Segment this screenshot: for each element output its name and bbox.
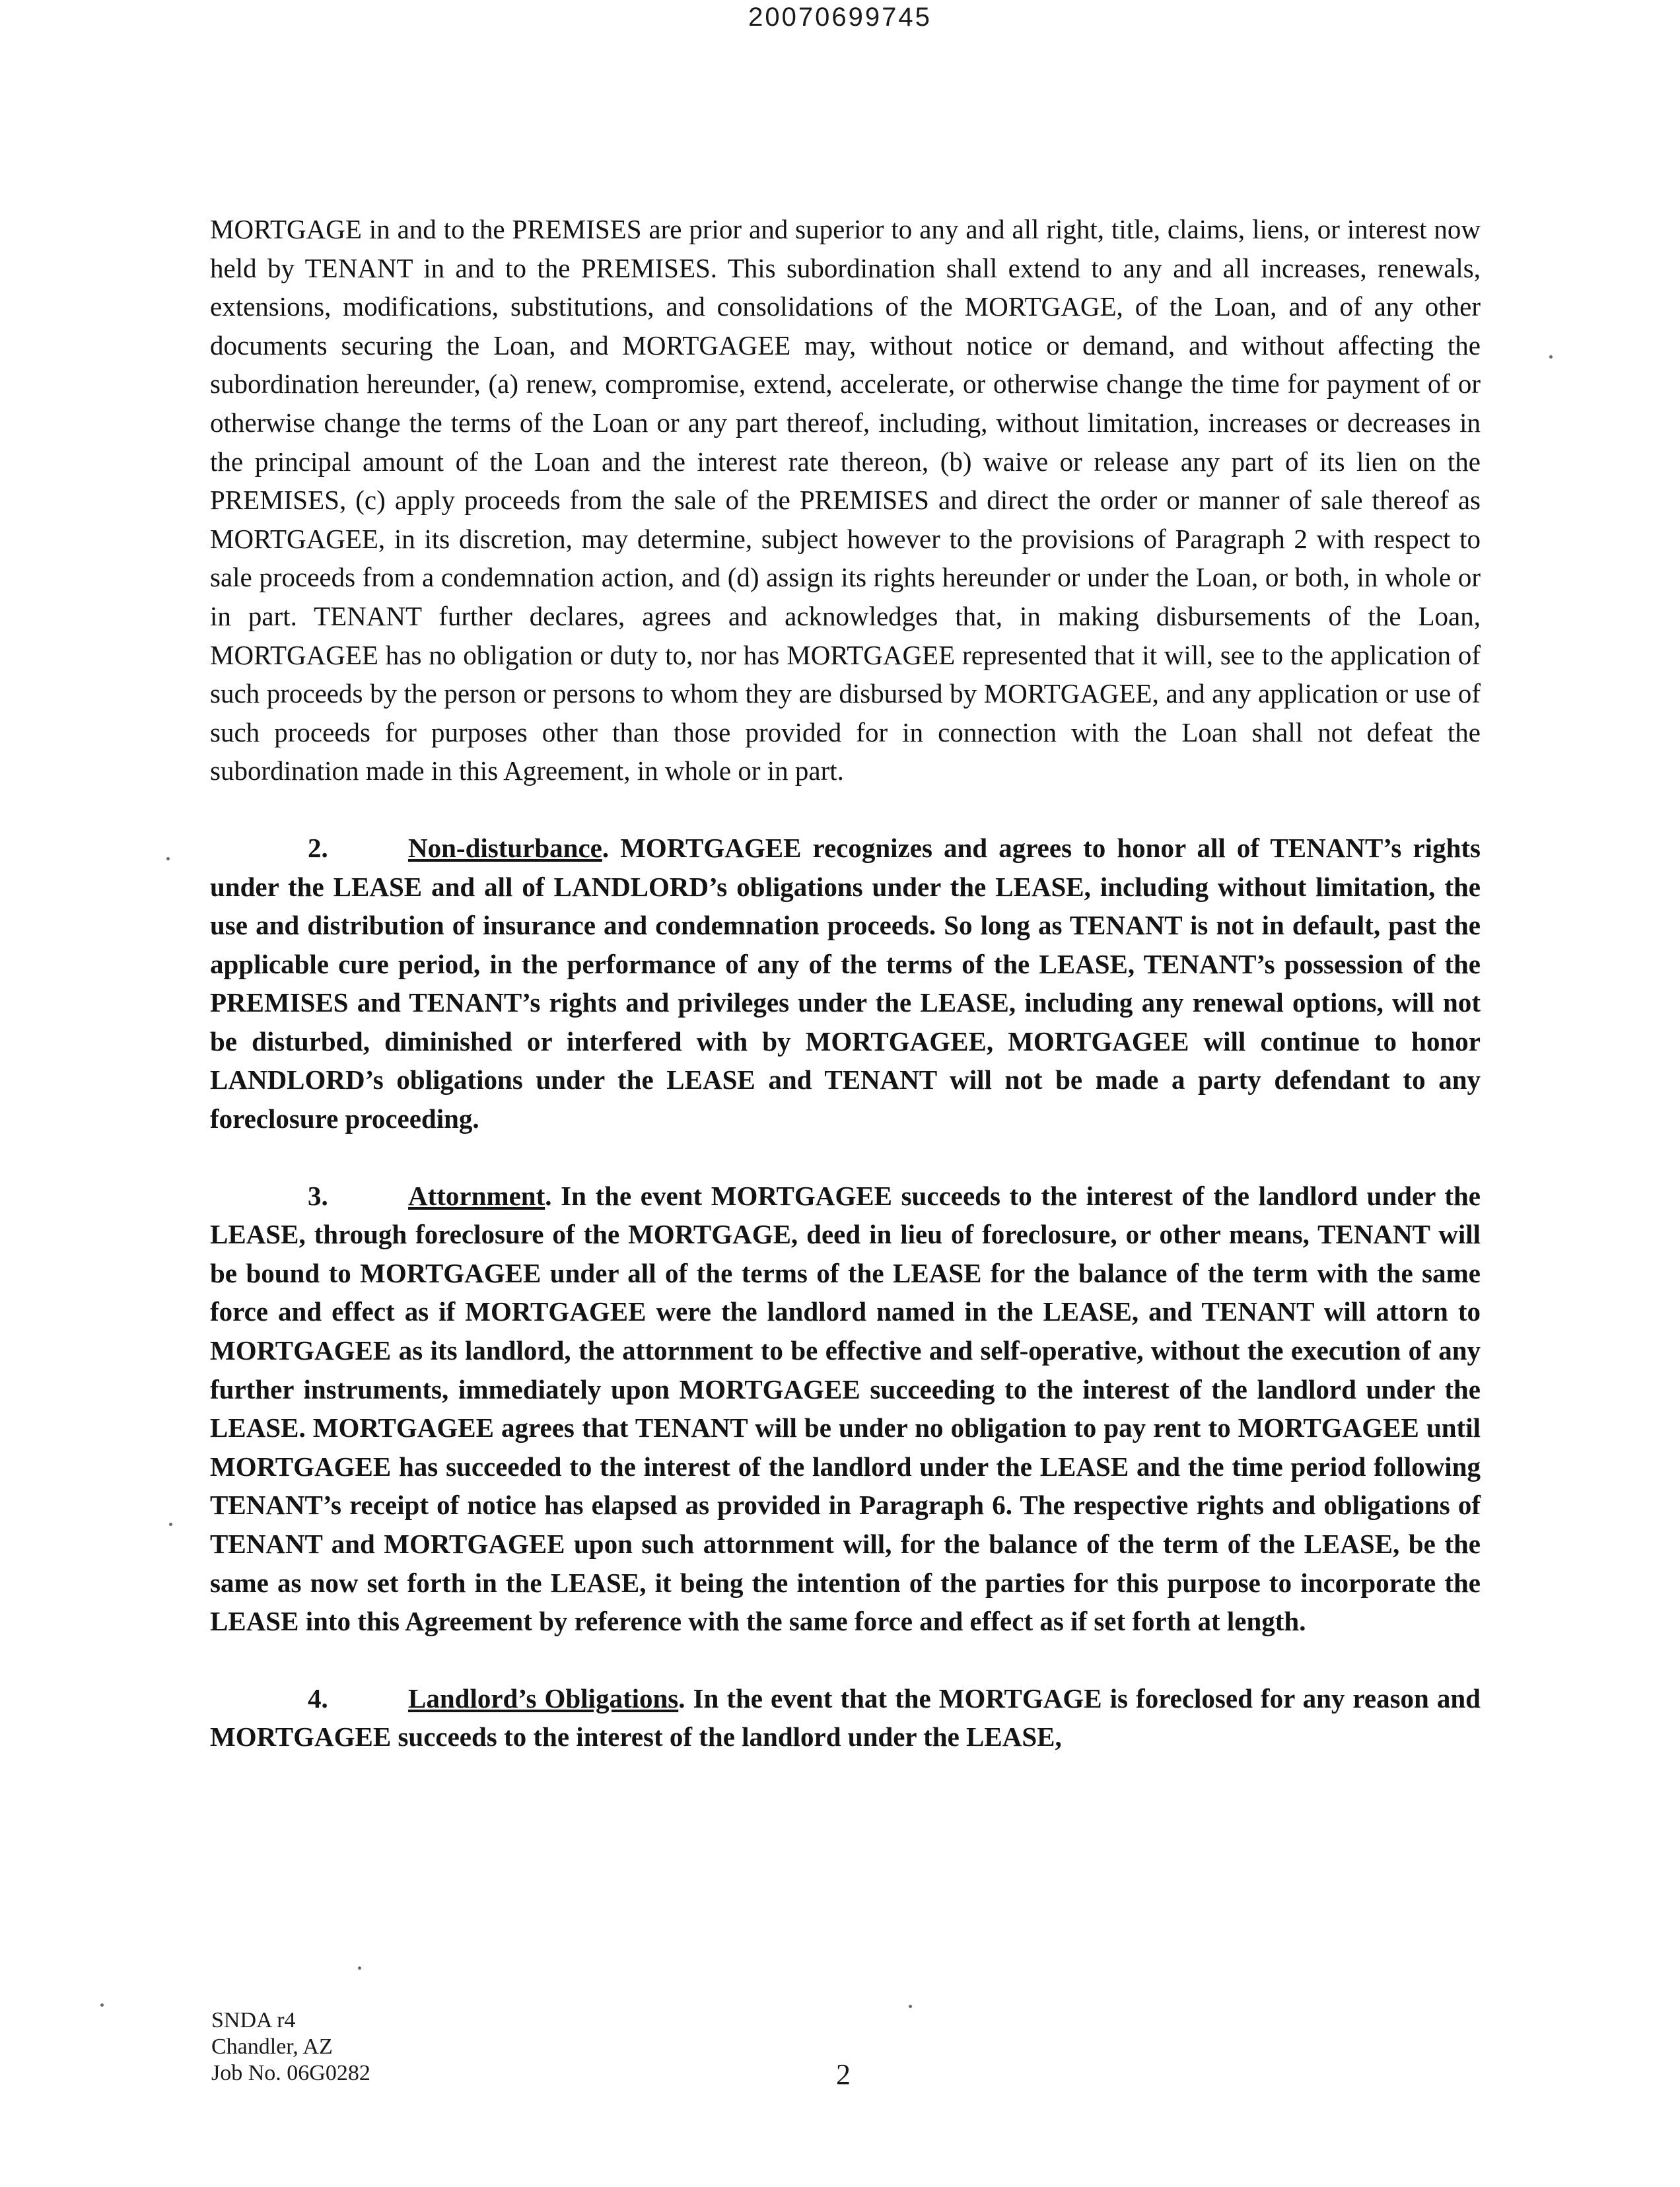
section-text: . In the event MORTGAGEE succeeds to the interest of the landlord under the LEASE, through foreclosure of the MORTGAGE, deed in lieu of foreclosure, or other means, TENANT will be bound to MORTGAGEE under all of the terms of the LEASE for the balance of the term with the same force and effect as if MORTGAGEE were the landlord named in the LEASE, and TENANT will attorn to MORTGAGEE as its landlord, the attornment to be effective and self-operative, without the execution of any further instruments, immediately upon MORTGAGEE succeeding to the interest of the landlord under the LEASE. MORTGAGEE agrees that TENANT will be under no obligation to pay rent to MORTGAGEE until MORTGAGEE has succeeded to the interest of the landlord under the LEASE and the time period following TENANT’s receipt of notice has elapsed as provided in Paragraph 6. The respective rights and obligations of TENANT and MORTGAGEE upon such attornment will, for the balance of the term of the LEASE, be the same as now set forth in the LEASE, it being the intention of the parties for this purpose to incorporate the LEASE into this Agreement by reference with the same force and effect as if set forth at length. [210,1180,1481,1637]
document-number: 20070699745 [748,3,932,32]
section-number: 2. [308,832,328,863]
section-non-disturbance [210,829,1481,1138]
page-number: 2 [836,2058,851,2091]
section-heading: Non-disturbance [408,832,602,863]
footer-line-snda: SNDA r4 [211,2008,296,2032]
scan-speck [166,857,170,860]
footer-line-job-number: Job No. 06G0282 [211,2061,370,2085]
intro-paragraph: MORTGAGE in and to the PREMISES are prior and superior to any and all right, title, claims, liens, or interest now held by TENANT in and to the PREMISES. This subordination shall extend to any and all increases, renewals, extensions, modifications, substitutions, and consolidations of the MORTGAGE, of the Loan, and of any other documents securing the Loan, and MORTGAGEE may, without notice or demand, and without affecting the subordination hereunder, (a) renew, compromise, extend, accelerate, or otherwise change the time for payment of or otherwise change the terms of the Loan or any part thereof, including, without limitation, increases or decreases in the principal amount of the Loan and the interest rate thereon, (b) waive or release any part of its lien on the PREMISES, (c) apply proceeds from the sale of the PREMISES and direct the order or manner of sale thereof as MORTGAGEE, in its discretion, may determine, subject however to the provisions of Paragraph 2 with respect to sale proceeds from a condemnation action, and (d) assign its rights hereunder or under the Loan, or both, in whole or in part. TENANT further declares, agrees and acknowledges that, in making disbursements of the Loan, MORTGAGEE has no obligation or duty to, nor has MORTGAGEE represented that it will, see to the application of such proceeds by the person or persons to whom they are disbursed by MORTGAGEE, and any application or use of such proceeds for purposes other than those provided for in connection with the Loan shall not defeat the subordination made in this Agreement, in whole or in part. [210,214,1481,786]
footer-info [211,2007,370,2087]
scan-speck [358,1966,361,1970]
section-number: 4. [308,1683,328,1714]
section-attornment [210,1177,1481,1641]
scan-speck [1549,355,1553,359]
footer-line-location: Chandler, AZ [211,2034,333,2059]
section-heading: Attornment [408,1180,545,1211]
section-text: . MORTGAGEE recognizes and agrees to honor all of TENANT’s rights under the LEASE and all of LANDLORD’s obligations under the LEASE, including without limitation, the use and distribution of insurance and condemnation proceeds. So long as TENANT is not in default, past the applicable cure period, in the performance of any of the terms of the LEASE, TENANT’s possession of the PREMISES and TENANT’s rights and privileges under the LEASE, including any renewal options, will not be disturbed, diminished or interfered with by MORTGAGEE, MORTGAGEE will continue to honor LANDLORD’s obligations under the LEASE and TENANT will not be made a party defendant to any foreclosure proceeding. [210,832,1481,1134]
document-body [210,210,1481,1795]
section-text: . In the event that the MORTGAGE is foreclosed for any reason and MORTGAGEE succeeds to the interest of the landlord under the LEASE, [210,1683,1481,1753]
section-number: 3. [308,1180,328,1211]
scan-speck [100,2003,104,2007]
scan-speck [169,1523,172,1526]
section-landlords-obligations [210,1679,1481,1756]
section-heading: Landlord’s Obligations [408,1683,679,1714]
scan-speck [909,2005,912,2008]
